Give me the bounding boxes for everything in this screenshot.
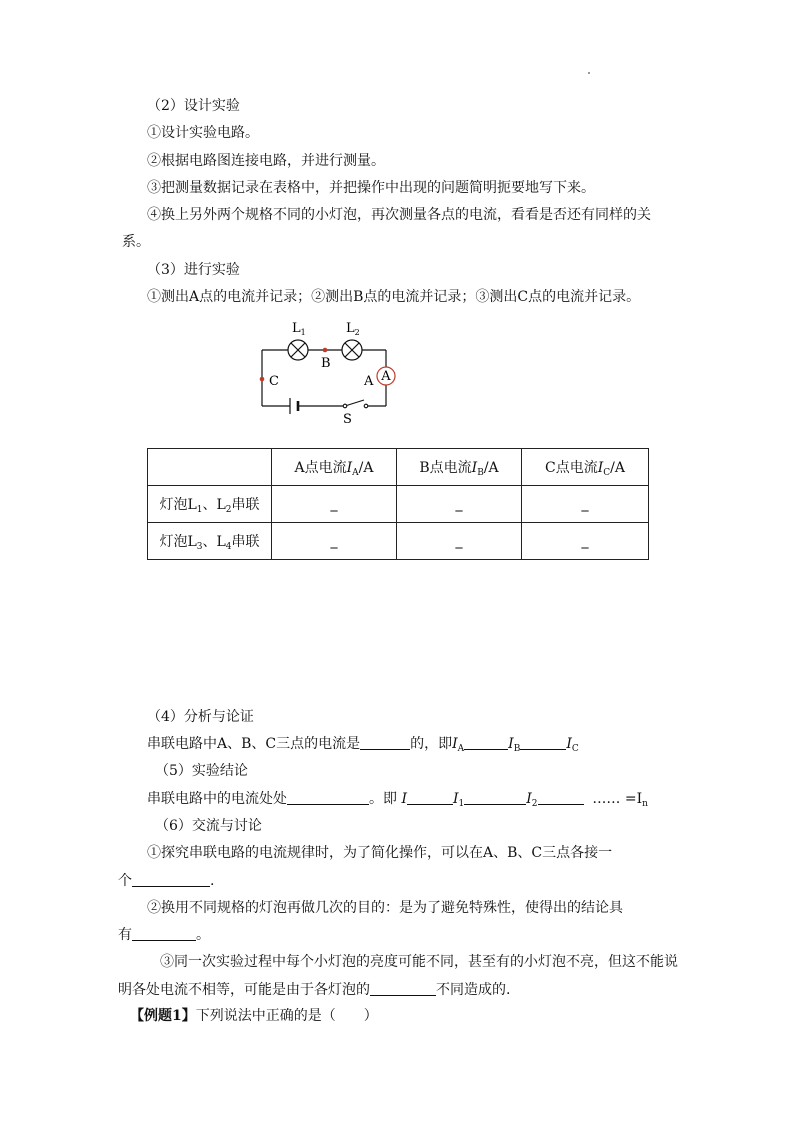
measurement-table	[147, 448, 649, 560]
blank-discussion-1[interactable]	[132, 872, 210, 887]
table-row	[148, 486, 649, 523]
example-question	[130, 1007, 378, 1025]
conclusion-text: 串联电路中的电流处处 。即 I $I_1$ $I_2$ …… $=I_n$	[147, 791, 648, 809]
example-text: 下列说法中正确的是（ ）	[195, 1008, 378, 1024]
blank-analysis-2[interactable]	[464, 735, 508, 750]
design-step-2: ②根据电路图连接电路，并进行测量。	[147, 153, 385, 169]
row-label: 灯泡$L_3$、$L_4$串联	[148, 523, 272, 560]
row-label: 灯泡$L_1$、$L_2$串联	[148, 486, 272, 523]
blank-discussion-2[interactable]	[132, 926, 196, 941]
design-step-4-cont: 系。	[122, 234, 150, 250]
discussion-item-3: ③同一次实验过程中每个小灯泡的亮度可能不同，甚至有的小灯泡不亮，但这不能说	[160, 954, 678, 970]
lamp-l1	[288, 340, 308, 360]
value-cell[interactable]: _	[397, 523, 522, 560]
battery-icon	[290, 398, 298, 414]
label-l2: $L_2$	[346, 321, 360, 337]
blank-discussion-3[interactable]	[370, 981, 436, 996]
value-cell[interactable]: _	[397, 486, 522, 523]
label-a: A	[364, 374, 374, 389]
discussion-item-2-cont: 有 。	[118, 927, 210, 943]
conclusion-heading: （5）实验结论	[155, 763, 248, 779]
value-cell[interactable]: _	[522, 486, 649, 523]
design-heading: （2）设计实验	[147, 98, 240, 114]
blank-conclusion-1[interactable]	[287, 790, 369, 805]
ammeter	[377, 367, 395, 385]
circuit-diagram	[250, 318, 410, 430]
analysis-text: 串联电路中A、B、C三点的电流是 的，即$I_A$ $I_B$ $I_C$	[147, 736, 579, 754]
label-b: B	[321, 356, 331, 371]
node-c-dot	[260, 377, 265, 382]
blank-analysis-3[interactable]	[520, 735, 566, 750]
blank-analysis-1[interactable]	[360, 735, 410, 750]
label-c: C	[269, 374, 279, 389]
stray-dot	[588, 72, 590, 74]
table-header-a: A点电流$I_A/A$	[272, 449, 397, 486]
lamp-l2	[342, 340, 362, 360]
switch-icon	[343, 400, 368, 408]
conduct-step: ①测出A点的电流并记录；②测出B点的电流并记录；③测出C点的电流并记录。	[147, 289, 641, 305]
table-header-c: C点电流$I_C/A$	[522, 449, 649, 486]
discussion-heading: （6）交流与讨论	[155, 818, 262, 834]
blank-conclusion-2[interactable]	[407, 790, 453, 805]
blank-conclusion-4[interactable]	[538, 790, 584, 805]
ammeter-label: A	[381, 369, 391, 384]
value-cell[interactable]: _	[522, 523, 649, 560]
example-tag: 【例题1】	[130, 1008, 196, 1024]
table-header-b: B点电流$I_B/A$	[397, 449, 522, 486]
table-header-row	[148, 449, 649, 486]
conduct-heading: （3）进行实验	[147, 262, 240, 278]
blank-conclusion-3[interactable]	[464, 790, 526, 805]
node-b-dot	[323, 348, 328, 353]
design-step-1: ①设计实验电路。	[147, 125, 259, 141]
label-s: S	[343, 412, 352, 427]
design-step-4: ④换上另外两个规格不同的小灯泡，再次测量各点的电流，看看是否还有同样的关	[147, 207, 651, 223]
table-row	[148, 523, 649, 560]
discussion-item-3-cont: 明各处电流不相等，可能是由于各灯泡的 不同造成的.	[118, 982, 511, 998]
analysis-heading: （4）分析与论证	[147, 709, 254, 725]
discussion-item-1-cont: 个 .	[118, 873, 215, 889]
discussion-item-2: ②换用不同规格的灯泡再做几次的目的：是为了避免特殊性，使得出的结论具	[147, 900, 623, 916]
table-header-empty	[148, 449, 272, 486]
discussion-item-1: ①探究串联电路的电流规律时，为了简化操作，可以在A、B、C三点各接一	[147, 845, 613, 861]
value-cell[interactable]: _	[272, 486, 397, 523]
label-l1: $L_1$	[292, 321, 306, 337]
value-cell[interactable]: _	[272, 523, 397, 560]
design-step-3: ③把测量数据记录在表格中，并把操作中出现的问题简明扼要地写下来。	[147, 180, 595, 196]
